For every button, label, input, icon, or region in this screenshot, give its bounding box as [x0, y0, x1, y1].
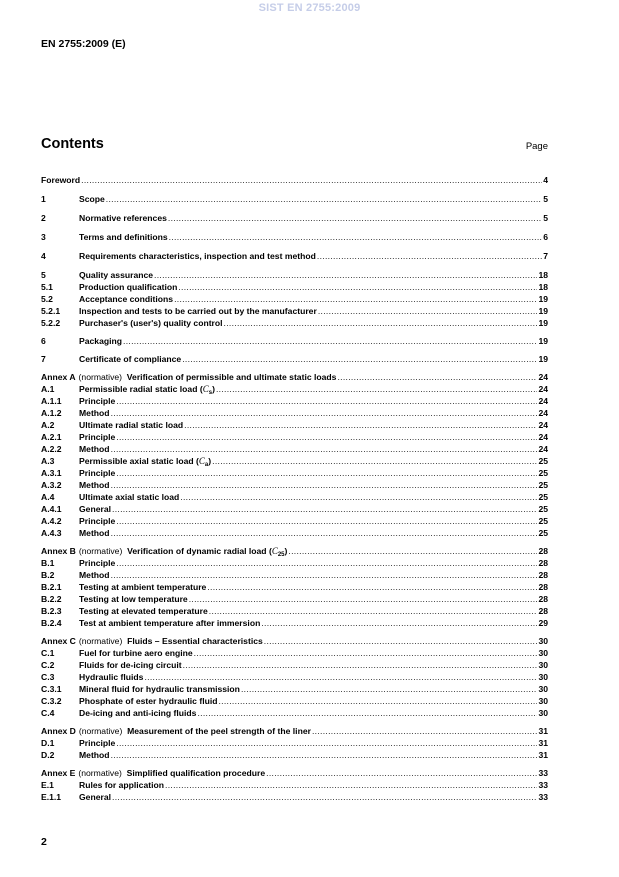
toc-entry-number: A.2.1: [41, 432, 62, 442]
dot-leader: [165, 779, 537, 791]
toc-entry-title-text: Scope: [79, 194, 105, 204]
toc-entry-number: A.3.1: [41, 468, 62, 478]
toc-entry[interactable]: [41, 695, 548, 707]
dot-leader: [266, 767, 537, 779]
dot-leader: [112, 791, 537, 803]
toc-entry[interactable]: [41, 212, 548, 224]
toc-entry-page: 30: [538, 660, 548, 670]
toc-entry-title: [79, 479, 110, 491]
dot-leader: [116, 737, 537, 749]
toc-entry-title: [79, 557, 115, 569]
toc-entry-page: 25: [538, 504, 548, 514]
toc-entry-page: 33: [538, 792, 548, 802]
toc-entry-title-text: Testing at elevated temperature: [79, 606, 208, 616]
toc-entry-title-text: Principle: [79, 738, 116, 748]
toc-entry-page: 25: [538, 516, 548, 526]
dot-leader: [180, 491, 537, 503]
toc-entry-number: B.1: [41, 558, 55, 568]
dot-leader: [189, 593, 538, 605]
toc-entry[interactable]: [41, 443, 548, 455]
toc-entry-title: [79, 707, 196, 719]
toc-entry-page: 29: [538, 618, 548, 628]
toc-entry-page: 18: [538, 282, 548, 292]
toc-entry-number: Annex B: [41, 546, 76, 556]
toc-entry-title-text: Simplified qualification procedure: [126, 768, 266, 778]
toc-entry-number: A.3: [41, 456, 55, 466]
toc-entry-title-text: Inspection and tests to be carried out by the manufacturer: [79, 306, 317, 316]
toc-entry-title: [79, 635, 263, 647]
toc-entry-page: 19: [538, 354, 548, 364]
dot-leader: [111, 443, 538, 455]
toc-entry-page: 19: [538, 336, 548, 346]
toc-entry-number: D.1: [41, 738, 55, 748]
dot-leader: [116, 515, 537, 527]
toc-entry-number: 1: [41, 194, 46, 204]
toc-entry[interactable]: [41, 431, 548, 443]
toc-entry-page: 5: [543, 213, 548, 223]
toc-entry-title-text: Method: [79, 444, 110, 454]
toc-entry-number: 3: [41, 232, 46, 242]
toc-entry-number: Annex A: [41, 372, 76, 382]
toc-entry-title-text: Principle: [79, 396, 116, 406]
toc-entry-number: E.1: [41, 780, 54, 790]
load-symbol: C: [202, 384, 209, 394]
toc-entry-number: 5.1: [41, 282, 53, 292]
toc-entry-title: [79, 503, 111, 515]
toc-entry-title: [79, 305, 317, 317]
toc-entry-title-text: Method: [79, 480, 110, 490]
toc-entry[interactable]: [41, 581, 548, 593]
toc-entry-number: A.4: [41, 492, 55, 502]
load-symbol: C: [198, 456, 205, 466]
toc-entry-title-text: Method: [79, 408, 110, 418]
toc-entry-title-text: Terms and definitions: [79, 232, 168, 242]
toc-entry-title: [79, 581, 206, 593]
toc-entry-title-text: Ultimate radial static load: [79, 420, 184, 430]
toc-entry-page: 19: [538, 318, 548, 328]
toc-entry-title-text: Mineral fluid for hydraulic transmission: [79, 684, 240, 694]
toc-entry-title-text: Test at ambient temperature after immersion: [79, 618, 261, 628]
toc-entry[interactable]: [41, 395, 548, 407]
toc-entry-page: 7: [543, 251, 548, 261]
toc-entry-number: C.3.2: [41, 696, 62, 706]
toc-entry-number: 6: [41, 336, 46, 346]
toc-entry-page: 28: [538, 570, 548, 580]
toc-entry-title: [79, 395, 115, 407]
toc-entry-number: C.4: [41, 708, 55, 718]
toc-entry[interactable]: [41, 779, 548, 791]
toc-entry-page: 6: [543, 232, 548, 242]
toc-entry-title-text: Phosphate of ester hydraulic fluid: [79, 696, 218, 706]
toc-entry[interactable]: [41, 737, 548, 749]
annex-type-label: (normative): [78, 726, 123, 736]
toc-entry-title-text: Principle: [79, 468, 116, 478]
dot-leader: [207, 581, 537, 593]
toc-entry[interactable]: [41, 281, 548, 293]
toc-entry-number: A.2.2: [41, 444, 62, 454]
toc-entry-number: B.2: [41, 570, 55, 580]
watermark: SIST EN 2755:2009: [258, 2, 361, 14]
dot-leader: [288, 545, 537, 557]
toc-entry-page: 30: [538, 636, 548, 646]
toc-entry-number: B.2.2: [41, 594, 62, 604]
toc-entry-title: [79, 443, 110, 455]
toc-entry-title-text: Production qualification: [79, 282, 178, 292]
toc-entry[interactable]: [41, 467, 548, 479]
toc-entry-title-text: Method: [79, 570, 110, 580]
toc-entry-title-text: Hydraulic fluids: [79, 672, 144, 682]
toc-entry[interactable]: [41, 635, 548, 647]
toc-entry-number: A.1.2: [41, 408, 62, 418]
dot-leader: [154, 269, 537, 281]
dot-leader: [261, 617, 537, 629]
load-symbol: C: [271, 546, 278, 556]
toc-entry-page: 30: [538, 708, 548, 718]
toc-entry-number: A.4.3: [41, 528, 62, 538]
dot-leader: [312, 725, 537, 737]
toc-entry-page: 25: [538, 480, 548, 490]
toc-entry-title-text: Principle: [79, 432, 116, 442]
dot-leader: [318, 305, 538, 317]
toc-entry[interactable]: [41, 174, 548, 186]
toc-entry-title-text: Verification of dynamic radial load (: [127, 546, 272, 556]
toc-entry[interactable]: [41, 617, 548, 629]
toc-entry[interactable]: [41, 545, 548, 557]
page-title: Contents: [41, 136, 104, 152]
toc-entry-title-text: De-icing and anti-icing fluids: [79, 708, 197, 718]
toc-entry-title-text: Verification of permissible and ultimate static loads: [126, 372, 337, 382]
toc-entry[interactable]: [41, 317, 548, 329]
dot-leader: [116, 557, 537, 569]
toc-entry-title-text: Method: [79, 528, 110, 538]
toc-entry-title: [79, 407, 110, 419]
toc-entry[interactable]: [41, 491, 548, 503]
dot-leader: [111, 569, 538, 581]
dot-leader: [123, 335, 537, 347]
toc-entry-title-text: Certificate of compliance: [79, 354, 182, 364]
toc-entry[interactable]: [41, 479, 548, 491]
toc-entry-number: A.4.2: [41, 516, 62, 526]
dot-leader: [337, 371, 537, 383]
toc-entry-number: Annex E: [41, 768, 76, 778]
toc-entry-title: [79, 419, 183, 431]
toc-entry-page: 30: [538, 672, 548, 682]
toc-entry[interactable]: [41, 503, 548, 515]
toc-entry[interactable]: [41, 749, 548, 761]
annex-type-label: (normative): [78, 372, 123, 382]
toc-entry-title: [79, 269, 153, 281]
toc-entry-title: [79, 335, 122, 347]
toc-entry-title: [79, 212, 167, 224]
toc-entry-number: 5.2.2: [41, 318, 61, 328]
toc-entry-title: [79, 281, 177, 293]
dot-leader: [112, 503, 537, 515]
toc-entry-title-text: Requirements characteristics, inspection and test method: [79, 251, 316, 261]
toc-entry-title: [79, 659, 182, 671]
toc-entry[interactable]: [41, 557, 548, 569]
toc-entry[interactable]: [41, 515, 548, 527]
toc-entry-title: [79, 647, 193, 659]
toc-entry-title: [79, 617, 260, 629]
toc-entry-title: [79, 467, 115, 479]
toc-entry-number: B.2.3: [41, 606, 62, 616]
toc-entry-number: 5.2.1: [41, 306, 61, 316]
toc-entry-title: [79, 605, 208, 617]
toc-entry-page: 30: [538, 648, 548, 658]
annex-type-label: (normative): [78, 768, 122, 778]
toc-entry-title: [79, 725, 311, 737]
toc-entry[interactable]: [41, 683, 548, 695]
toc-entry-page: 24: [538, 384, 548, 394]
toc-entry-title-text: General: [79, 792, 112, 802]
dot-leader: [111, 527, 538, 539]
toc-entry[interactable]: [41, 707, 548, 719]
toc-entry-title: [79, 193, 105, 205]
toc-entry-page: 31: [538, 750, 548, 760]
toc-entry-number: 2: [41, 213, 46, 223]
load-symbol-subscript: 25: [277, 552, 285, 558]
toc-entry-number: A.1.1: [41, 396, 62, 406]
toc-entry-number: 7: [41, 354, 46, 364]
toc-entry-page: 18: [538, 270, 548, 280]
toc-entry-page: 19: [538, 306, 548, 316]
toc-entry-page: 19: [538, 294, 548, 304]
toc-entry-title-text: General: [79, 504, 112, 514]
toc-entry-title: [79, 683, 240, 695]
dot-leader: [264, 635, 538, 647]
toc-entry-page: 25: [538, 456, 548, 466]
closing-parenthesis: ): [284, 546, 288, 556]
toc-entry-title: [78, 767, 265, 779]
toc-entry-number: 4: [41, 251, 46, 261]
toc-entry-title-text: Principle: [79, 558, 116, 568]
toc-entry-title: [79, 671, 143, 683]
toc-entry[interactable]: [41, 193, 548, 205]
toc-entry-page: 28: [538, 546, 548, 556]
dot-leader: [178, 281, 537, 293]
dot-leader: [212, 455, 537, 467]
toc-entry-title-text: Purchaser's (user's) quality control: [79, 318, 223, 328]
dot-leader: [241, 683, 538, 695]
dot-leader: [111, 749, 538, 761]
document-id: EN 2755:2009 (E): [41, 38, 126, 50]
toc-entry-page: 24: [538, 396, 548, 406]
toc-entry[interactable]: [41, 725, 548, 737]
toc-entry-page: 25: [538, 528, 548, 538]
dot-leader: [216, 383, 538, 395]
toc-entry-number: C.3: [41, 672, 55, 682]
toc-entry-page: 30: [538, 684, 548, 694]
toc-entry[interactable]: [41, 293, 548, 305]
toc-entry-page: 25: [538, 468, 548, 478]
toc-entry-title: [79, 527, 110, 539]
toc-entry[interactable]: [41, 231, 548, 243]
toc-entry[interactable]: [41, 353, 548, 365]
annex-type-label: (normative): [78, 546, 123, 556]
closing-parenthesis: ): [208, 456, 212, 466]
toc-entry[interactable]: [41, 527, 548, 539]
dot-leader: [111, 479, 538, 491]
toc-entry-title: [79, 569, 110, 581]
toc-entry[interactable]: [41, 569, 548, 581]
toc-entry[interactable]: [41, 605, 548, 617]
toc-entry[interactable]: [41, 455, 548, 467]
toc-entry-title: [79, 737, 115, 749]
toc-entry-title: [79, 353, 181, 365]
toc-entry-title-text: Principle: [79, 516, 116, 526]
dot-leader: [194, 647, 538, 659]
toc-entry-page: 33: [538, 768, 548, 778]
annex-type-label: (normative): [78, 636, 123, 646]
toc-entry-page: 28: [538, 594, 548, 604]
toc-entry-title-text: Fluids for de-icing circuit: [79, 660, 182, 670]
dot-leader: [183, 659, 538, 671]
toc-entry-number: B.2.1: [41, 582, 62, 592]
toc-entry-page: 24: [538, 408, 548, 418]
toc-entry-title: [79, 515, 115, 527]
toc-entry-page: 24: [538, 432, 548, 442]
toc-entry-page: 24: [538, 372, 548, 382]
toc-entry[interactable]: [41, 791, 548, 803]
toc-entry[interactable]: [41, 383, 548, 395]
closing-parenthesis: ): [212, 384, 215, 394]
toc-entry[interactable]: [41, 269, 548, 281]
toc-entry[interactable]: [41, 371, 548, 383]
toc-entry[interactable]: [41, 305, 548, 317]
toc-entry-title-text: Packaging: [79, 336, 122, 346]
toc-entry-title-text: Testing at low temperature: [79, 594, 188, 604]
toc-entry-number: A.2: [41, 420, 55, 430]
toc-entry-title: [79, 779, 164, 791]
page-column-label: Page: [525, 141, 548, 152]
dot-leader: [317, 250, 542, 262]
toc-entry-title-text: Acceptance conditions: [79, 294, 174, 304]
toc-entry[interactable]: [41, 671, 548, 683]
toc-entry-number: A.1: [41, 384, 55, 394]
toc-entry[interactable]: [41, 593, 548, 605]
toc-entry-page: 25: [538, 492, 548, 502]
toc-entry-page: 33: [538, 780, 548, 790]
toc-entry-title: [79, 593, 188, 605]
toc-entry-title: [79, 231, 168, 243]
toc-entry-number: C.1: [41, 648, 55, 658]
toc-entry-page: 24: [538, 444, 548, 454]
toc-entry-title: [79, 371, 337, 383]
toc-entry-title-text: Fluids – Essential characteristics: [127, 636, 263, 646]
toc-entry-number: B.2.4: [41, 618, 62, 628]
toc-entry-title: [79, 250, 316, 262]
toc-entry-title-text: Testing at ambient temperature: [79, 582, 207, 592]
toc-entry-title-text: Quality assurance: [79, 270, 154, 280]
load-symbol-subscript: a: [204, 462, 209, 468]
toc-entry-page: 30: [538, 696, 548, 706]
toc-entry-title-text: Rules for application: [79, 780, 164, 790]
toc-entry[interactable]: [41, 419, 548, 431]
toc-entry-title-text: Permissible axial static load (: [79, 456, 199, 466]
toc-entry-title: [79, 791, 111, 803]
toc-entry-title: [79, 491, 179, 503]
dot-leader: [81, 174, 542, 186]
toc-entry-page: 4: [543, 175, 548, 185]
toc-entry-title: [79, 431, 115, 443]
toc-entry[interactable]: [41, 659, 548, 671]
toc-entry-title-text: Method: [79, 750, 110, 760]
toc-entry-number: C.2: [41, 660, 55, 670]
toc-entry-number: 5: [41, 270, 46, 280]
toc-entry[interactable]: [41, 407, 548, 419]
dot-leader: [209, 605, 538, 617]
toc-entry-number: A.3.2: [41, 480, 62, 490]
dot-leader: [197, 707, 537, 719]
dot-leader: [169, 231, 543, 243]
toc-entry-title-text: Normative references: [79, 213, 167, 223]
toc-entry-page: 24: [538, 420, 548, 430]
toc-entry-number: E.1.1: [41, 792, 62, 802]
toc-entry-title: [79, 317, 223, 329]
toc-entry[interactable]: [41, 335, 548, 347]
dot-leader: [116, 431, 537, 443]
toc-entry-title-text: Measurement of the peel strength of the liner: [127, 726, 311, 736]
toc-entry-title-text: Fuel for turbine aero engine: [79, 648, 193, 658]
toc-entry-page: 31: [538, 738, 548, 748]
toc-entry-page: 28: [538, 558, 548, 568]
dot-leader: [106, 193, 542, 205]
toc-entry-number: Annex D: [41, 726, 76, 736]
dot-leader: [144, 671, 537, 683]
toc-entry-number: Annex C: [41, 636, 76, 646]
toc-entry-title: [79, 749, 110, 761]
toc-entry[interactable]: [41, 767, 548, 779]
toc-entry-title-text: Ultimate axial static load: [79, 492, 180, 502]
dot-leader: [184, 419, 537, 431]
toc-entry-number: A.4.1: [41, 504, 62, 514]
dot-leader: [224, 317, 538, 329]
toc-entry-page: 5: [543, 194, 548, 204]
load-symbol-subscript: s: [208, 390, 213, 396]
toc-entry-number: Foreword: [41, 175, 81, 185]
toc-entry-title-text: Permissible radial static load (: [79, 384, 203, 394]
dot-leader: [111, 407, 538, 419]
toc-entry-title: [79, 695, 217, 707]
dot-leader: [218, 695, 537, 707]
toc-entry-page: 28: [538, 606, 548, 616]
dot-leader: [174, 293, 537, 305]
toc-entry-page: 31: [538, 726, 548, 736]
toc-entry-number: 5.2: [41, 294, 53, 304]
dot-leader: [182, 353, 537, 365]
dot-leader: [168, 212, 542, 224]
dot-leader: [116, 467, 537, 479]
table-of-contents: [41, 174, 548, 803]
toc-entry[interactable]: [41, 250, 548, 262]
dot-leader: [116, 395, 537, 407]
toc-entry[interactable]: [41, 647, 548, 659]
page-number: 2: [41, 836, 47, 848]
toc-entry-number: D.2: [41, 750, 55, 760]
toc-entry-number: C.3.1: [41, 684, 62, 694]
toc-entry-title: [79, 293, 173, 305]
toc-entry-page: 28: [538, 582, 548, 592]
